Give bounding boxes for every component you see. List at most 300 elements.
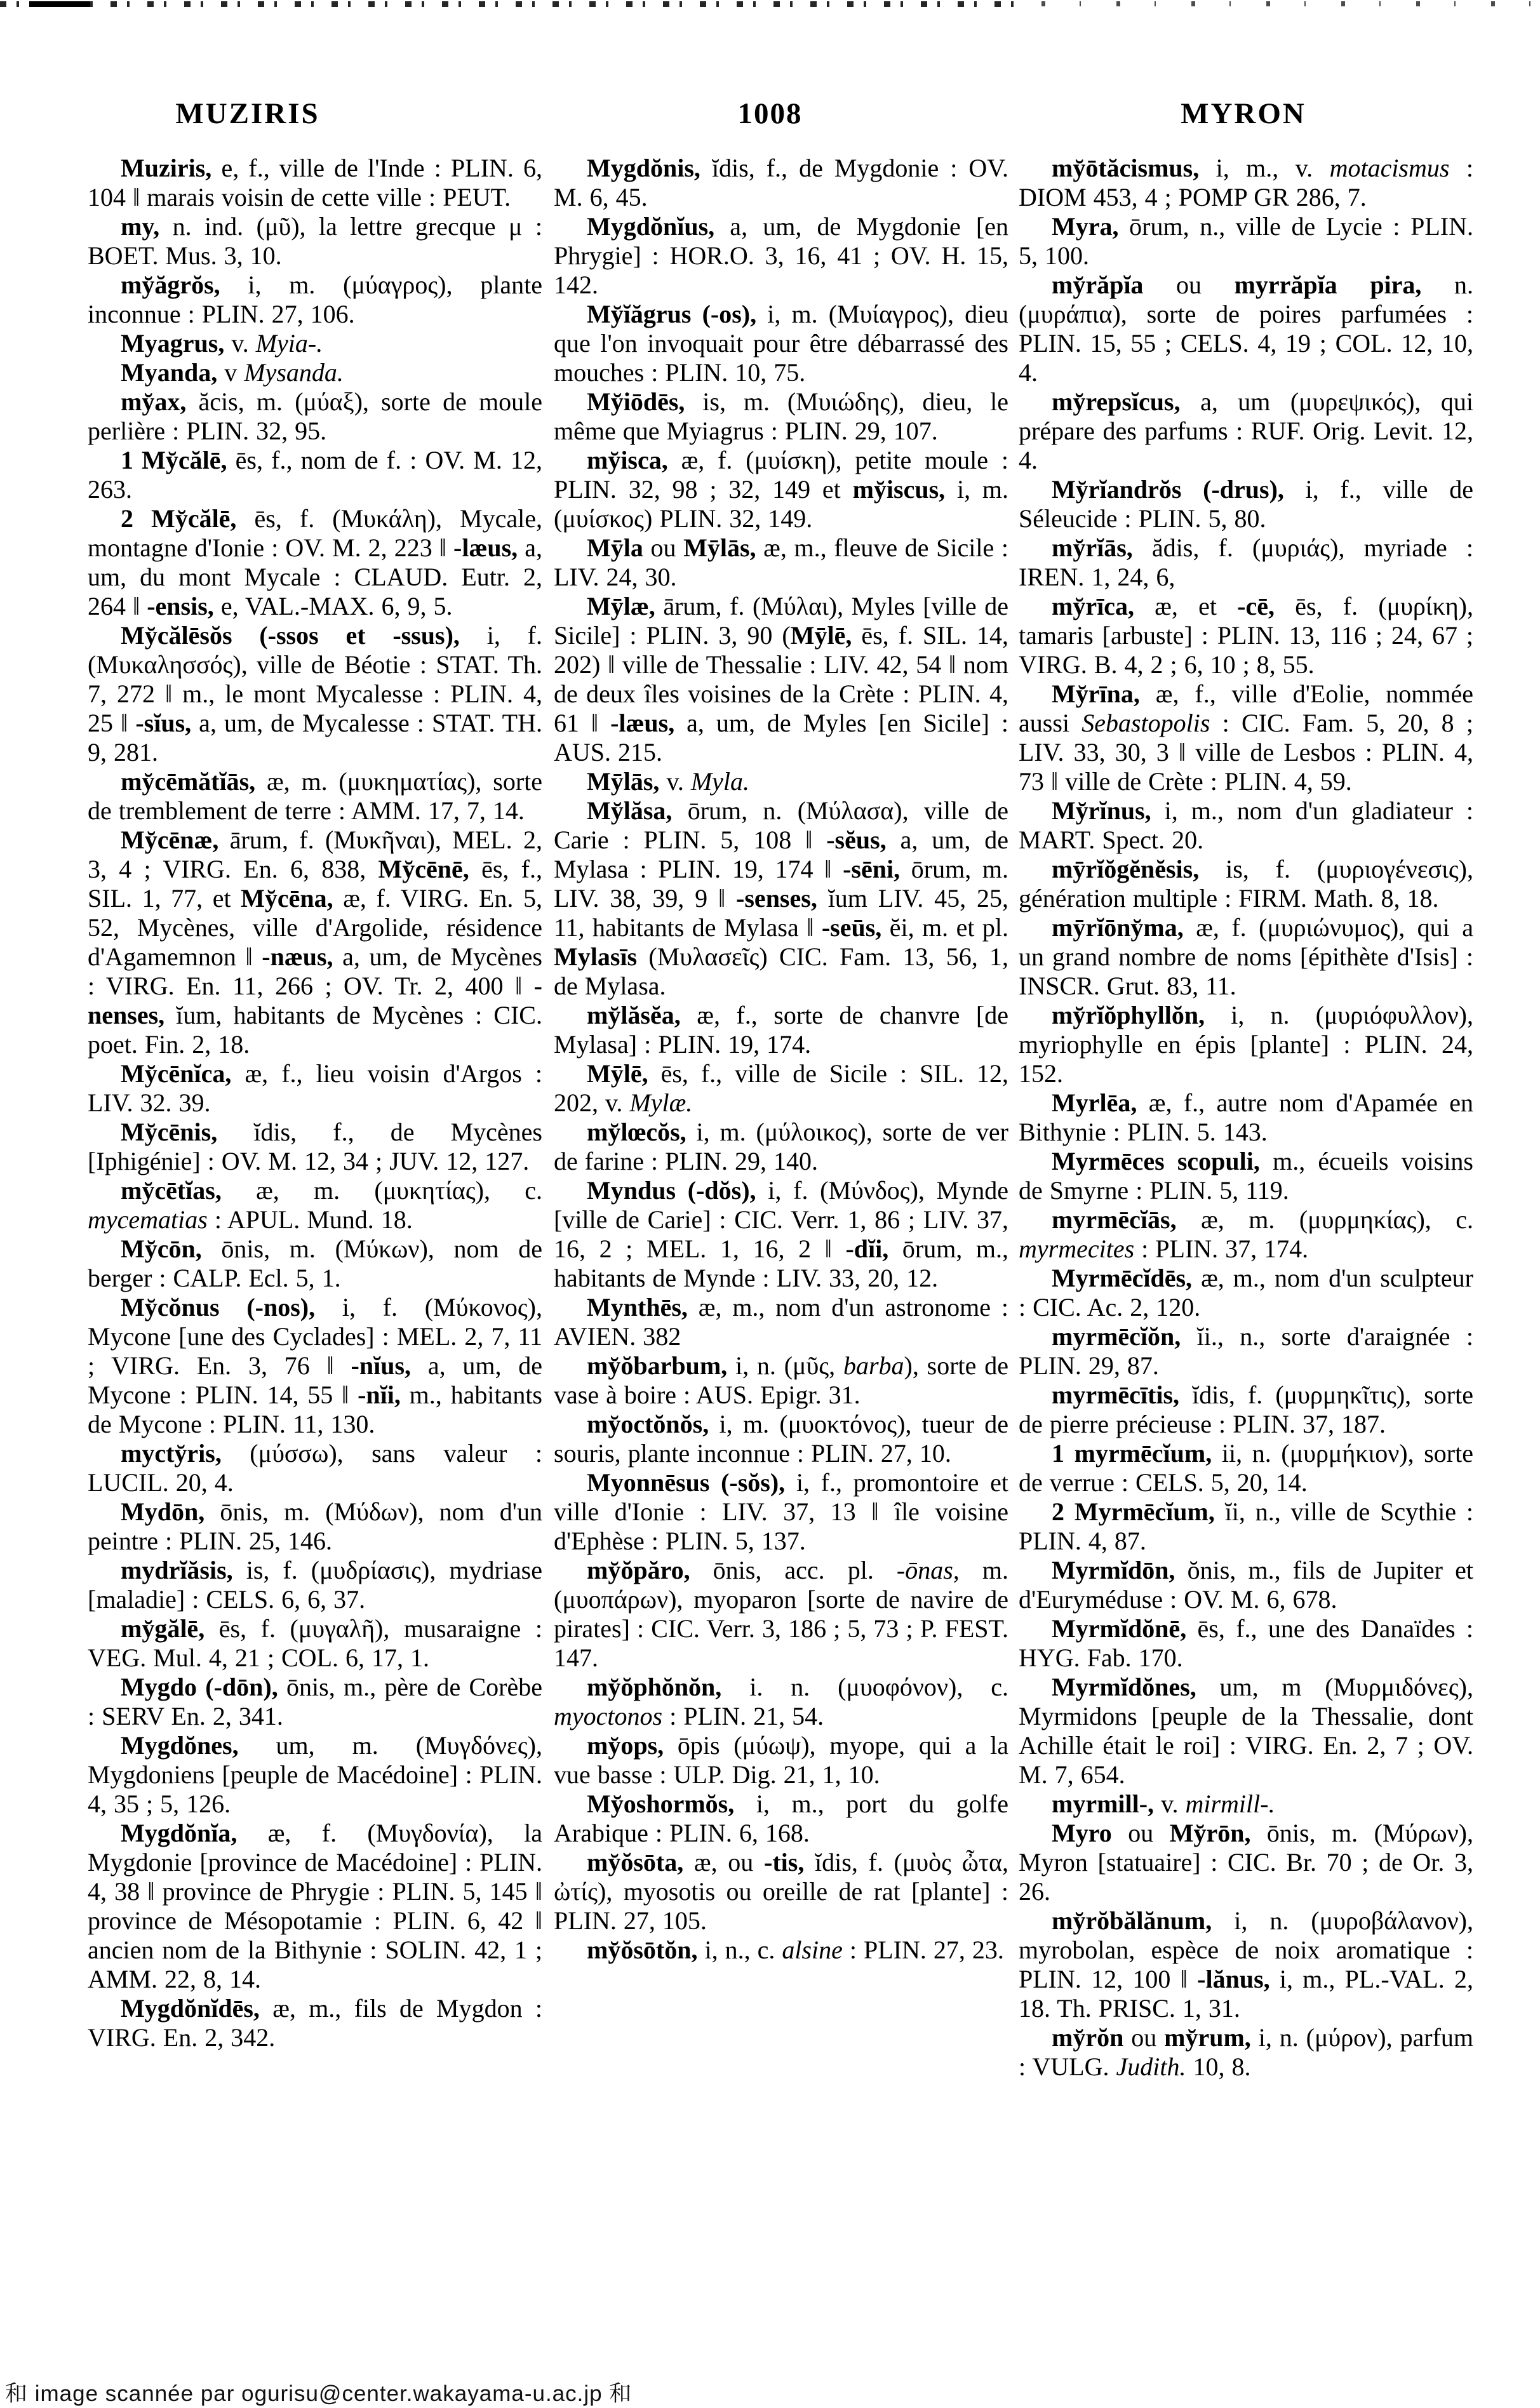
entry-text: æ, f. VIRG. En. 5, 52, Mycènes, ville d'Argolide, résidence d'Agamemnon ‖ <box>88 884 543 971</box>
entry-text: v <box>217 358 244 387</box>
entry-text: a, um (μυρεψικός), qui prépare des parfums : RUF. Orig. Levit. 12, 4. <box>1019 387 1473 474</box>
dictionary-entry <box>554 1731 1008 1789</box>
entry-text: ōrum, n., ville de Lycie : PLIN. 5, 100. <box>1019 212 1473 270</box>
headword: mȳrĭōny̆ma, <box>1052 913 1184 942</box>
headword: mydrĭăsis, <box>121 1556 233 1584</box>
dictionary-entry <box>1019 1439 1473 1497</box>
entry-text: æ, f. (Μυγδονία), la Mygdonie [province de Macédoine] : PLIN. 4, 38 ‖ province de Phrygie : PLIN. 5, 145 ‖ province de Mésopotamie : PLIN. 6, 42 ‖ ancien nom de la Bithynie : SOLIN. 42, 1 ; AMM. 22, 8, 14. <box>88 1819 542 1993</box>
scan-artifact-strip-right <box>1041 1 1537 6</box>
dictionary-entry <box>1019 1819 1473 1906</box>
entry-text: i, m. (Μυίαγρος), dieu que l'on invoquait pour être débarrassé des mouches : PLIN. 10, 75. <box>554 300 1008 387</box>
dictionary-entry <box>88 767 542 826</box>
dictionary-entry <box>1019 1322 1473 1381</box>
entry-text: i, n. (μυριόφυλλον), myriophylle en épis [plante] : PLIN. 24, 152. <box>1019 1001 1473 1088</box>
dictionary-entry <box>88 212 542 271</box>
dictionary-entry <box>1019 1614 1473 1673</box>
entry-text: is, f. (μυριογένεσις), génération multiple : FIRM. Math. 8, 18. <box>1019 855 1473 913</box>
entry-text: ōnis, acc. pl. <box>690 1556 897 1584</box>
dictionary-entry <box>1019 533 1473 592</box>
entry-text: e, f., ville de l'Inde : PLIN. 6, 104 ‖ marais voisin de cette ville : PEUT. <box>88 154 542 211</box>
entry-text: i, m., port du golfe Arabique : PLIN. 6, 168. <box>554 1789 1008 1847</box>
dictionary-entry <box>88 154 542 212</box>
headword: My̆lăsa, <box>587 796 673 825</box>
entry-text: i. n. (μυοφόνον), c. <box>721 1673 1008 1701</box>
entry-text: v. <box>224 329 256 358</box>
entry-text: : PLIN. 27, 23. <box>842 1936 1004 1964</box>
entry-text: ōnis, m. (Μύρων), Myron [statuaire] : CIC. Br. 70 ; de Or. 3, 26. <box>1019 1819 1473 1906</box>
dictionary-entry <box>88 1118 542 1176</box>
entry-text: : APUL. Mund. 18. <box>207 1205 413 1234</box>
headword: My̆rĭnus, <box>1052 796 1151 825</box>
entry-text: æ, m., fils de Mygdon : VIRG. En. 2, 342. <box>88 1994 542 2052</box>
headword: my̆octŏnŏs, <box>587 1410 709 1438</box>
headword: my̆rīca, <box>1052 592 1134 620</box>
entry-text: myoctonos <box>554 1702 663 1730</box>
entry-text: : PLIN. 21, 54. <box>662 1702 824 1730</box>
headword: myrmēcĭŏn, <box>1052 1322 1181 1351</box>
headword: Mygdŏnĭdēs, <box>121 1994 260 2023</box>
headword: my̆ōtăcismus, <box>1052 154 1200 182</box>
headword: -sĭus, <box>135 709 192 737</box>
headword: myrmēcītis, <box>1052 1381 1180 1409</box>
entry-text: Mylæ. <box>629 1088 693 1117</box>
entry-text: æ, f. (μυίσκη), petite moule : PLIN. 32, 98 ; 32, 149 et <box>554 446 1008 504</box>
dictionary-entry <box>88 1293 542 1439</box>
headword: my̆lăsĕa, <box>587 1001 681 1029</box>
dictionary-entry <box>554 446 1008 533</box>
headword: my̆ŏsōta, <box>587 1848 684 1876</box>
dictionary-entry <box>554 1468 1008 1556</box>
entry-text: ĭi, n., ville de Scythie : PLIN. 4, 87. <box>1019 1497 1474 1555</box>
headword: My̆cēnæ, <box>121 826 219 854</box>
dictionary-entry <box>88 1819 542 1994</box>
entry-text: ēs, f. SIL. 14, 202) ‖ ville de Thessalie : LIV. 42, 54 ‖ nom de deux îles voisines de la Crète : PLIN. 4, 61 ‖ <box>554 621 1008 737</box>
entry-text: ĭdis, f. (μυὸς ὦτα, ὠτίς), myosotis ou oreille de rat [plante] : PLIN. 27, 105. <box>554 1848 1008 1935</box>
headword: my̆ăgrŏs, <box>121 271 220 299</box>
entry-text: 10, 8. <box>1186 2052 1251 2081</box>
headword: Mȳla <box>587 533 643 562</box>
dictionary-entry <box>1019 1556 1473 1614</box>
entry-text: ăcis, m. (μύαξ), sorte de moule perlière : PLIN. 32, 95. <box>88 387 542 445</box>
dictionary-entry <box>554 1848 1008 1936</box>
entry-text: Sebastopolis <box>1081 709 1210 737</box>
running-head <box>0 97 1540 141</box>
dictionary-entry <box>1019 796 1473 855</box>
entry-text: i, f., ville de Séleucide : PLIN. 5, 80. <box>1019 475 1474 533</box>
dictionary-entry <box>554 1673 1008 1731</box>
entry-text: æ, f., sorte de chanvre [de Mylasa] : PLIN. 19, 174. <box>554 1001 1008 1059</box>
headword: -nĭus, <box>351 1351 412 1380</box>
entry-text: i, m. (μύλοικος), sorte de ver de farine : PLIN. 29, 140. <box>554 1118 1008 1175</box>
entry-text: ii, n. (μυρμήκιον), sorte de verrue : CELS. 5, 20, 14. <box>1019 1439 1473 1497</box>
dictionary-entry <box>554 1001 1008 1059</box>
headword: my̆răpĭa <box>1052 271 1144 299</box>
entry-text: æ, f., ville d'Eolie, nommée aussi <box>1019 679 1473 737</box>
headword: -seūs, <box>821 913 882 942</box>
headword: 2 Myrmēcĭum, <box>1052 1497 1215 1526</box>
headword: mȳrĭŏgĕnĕsis, <box>1052 855 1200 883</box>
headword: Myrmĭdŏnes, <box>1052 1673 1196 1701</box>
headword: -næus, <box>262 942 333 971</box>
headword: My̆rōn, <box>1169 1819 1251 1847</box>
headword: -læus, <box>610 709 675 737</box>
entry-text: ēs, f., nom de f. : OV. M. 12, 263. <box>88 446 543 504</box>
dictionary-entry <box>554 154 1008 212</box>
dictionary-entry <box>88 329 542 358</box>
entry-text: ĭum, habitants de Mycènes : CIC. poet. Fin. 2, 18. <box>88 1001 542 1059</box>
entry-text: ārum, f. (Μυκῆναι), MEL. 2, 3, 4 ; VIRG. En. 6, 838, <box>88 826 542 883</box>
headword: My̆ĭăgrus (-os), <box>587 300 757 328</box>
entry-text: alsine <box>782 1936 843 1964</box>
entry-text: ōnis, m., père de Corèbe : SERV En. 2, 341. <box>88 1673 542 1730</box>
headword: Mȳlē, <box>587 1059 648 1088</box>
headword: Myanda, <box>121 358 218 387</box>
headword: my̆rum, <box>1164 2023 1251 2052</box>
dictionary-entry <box>554 1351 1008 1410</box>
headword: My̆cōn, <box>121 1234 202 1263</box>
scan-artifact-bar <box>29 1 90 7</box>
headword: 1 My̆călē, <box>121 446 227 474</box>
headword: Mynthēs, <box>587 1293 688 1321</box>
entry-text: i, m., v. <box>1199 154 1330 182</box>
dictionary-entry <box>554 533 1008 592</box>
entry-text: ŏnis, m., fils de Jupiter et d'Euryméduse : OV. M. 6, 678. <box>1019 1556 1473 1614</box>
dictionary-entry <box>554 796 1008 1001</box>
headword: My̆cēnĭca, <box>121 1059 232 1088</box>
headword: My̆cēnis, <box>121 1118 218 1146</box>
headword: Mygdŏnis, <box>587 154 700 182</box>
headword: Mȳlās, <box>587 767 660 796</box>
entry-text: æ, m., nom d'un astronome : AVIEN. 382 <box>554 1293 1008 1351</box>
headword: My̆cŏnus (-nos), <box>121 1293 316 1321</box>
entry-text: ĕi, m. et pl. <box>881 913 1008 942</box>
entry-text: ārum, f. (Μύλαι), Myles [ville de Sicile] : PLIN. 3, 90 ( <box>554 592 1008 650</box>
entry-text: i, n. (μυροβάλανον), myrobolan, espèce de noix aromatique : PLIN. 12, 100 ‖ <box>1019 1906 1473 1993</box>
headword: My̆călēsŏs (-ssos et -ssus), <box>121 621 460 650</box>
dictionary-entry <box>88 1731 542 1819</box>
entry-text: m. (μυοπάρων), myoparon [sorte de navire de pirates] : CIC. Verr. 3, 186 ; 5, 73 ; P. FEST. 147. <box>554 1556 1008 1672</box>
entry-text: ou <box>1123 2023 1165 2052</box>
dictionary-entry <box>88 504 542 621</box>
entry-text: æ, f., lieu voisin d'Argos : LIV. 32. 39. <box>88 1059 542 1117</box>
dictionary-entry <box>88 1994 542 2052</box>
dictionary-entry <box>1019 913 1473 1001</box>
headword: mycty̆ris, <box>121 1439 222 1468</box>
headword: Mygdŏnes, <box>121 1731 239 1760</box>
dictionary-entry <box>1019 592 1473 679</box>
entry-text: v. <box>1154 1789 1186 1818</box>
headword: my̆ŏpăro, <box>587 1556 690 1584</box>
entry-text: æ, m., nom d'un sculpteur : CIC. Ac. 2, 120. <box>1019 1264 1473 1321</box>
headword: -dĭi, <box>845 1234 889 1263</box>
entry-text: is, f. (μυδρίασις), mydriase [maladie] : CELS. 6, 6, 37. <box>88 1556 542 1614</box>
page-number: 1008 <box>737 97 803 130</box>
headword: -senses, <box>736 884 817 913</box>
headword: Mygdo (-dōn), <box>121 1673 278 1701</box>
entry-text: i, m., PL.-VAL. 2, 18. Th. PRISC. 1, 31. <box>1019 1965 1473 2023</box>
dictionary-entry <box>88 1614 542 1673</box>
headword: my̆isca, <box>587 446 668 474</box>
headword: -tis, <box>764 1848 805 1876</box>
dictionary-entry <box>1019 271 1473 387</box>
dictionary-entry <box>88 1059 542 1118</box>
entry-text: a, um, de Mylasa : PLIN. 19, 174 ‖ <box>554 826 1008 883</box>
entry-text: ōpis (μύωψ), myope, qui a la vue basse : ULP. Dig. 21, 1, 10. <box>554 1731 1008 1789</box>
dictionary-entry <box>1019 1088 1473 1147</box>
headword: my̆gălē, <box>121 1614 205 1643</box>
headword: my, <box>121 212 160 241</box>
headword: Myrmēces scopuli, <box>1052 1147 1260 1175</box>
entry-text: ōrum, m. LIV. 38, 39, 9 ‖ <box>554 855 1009 913</box>
headword: Mȳlē, <box>790 621 852 650</box>
entry-text: æ, m. (μυρμηκίας), c. <box>1176 1205 1473 1234</box>
entry-text: æ, m. (μυκητίας), c. <box>221 1176 542 1205</box>
dictionary-entry <box>1019 475 1473 533</box>
headword: Mȳlās, <box>683 533 756 562</box>
entry-text: mirmill-. <box>1185 1789 1275 1818</box>
entry-text: a, um, de Mygdonie [en Phrygie] : HOR.O. 3, 16, 41 ; OV. H. 15, 142. <box>554 212 1008 299</box>
entry-text: e, VAL.-MAX. 6, 9, 5. <box>213 592 453 620</box>
entry-text: i, n. (μύρον), parfum : VULG. <box>1019 2023 1474 2081</box>
dictionary-entry <box>1019 679 1473 796</box>
headword: Muziris, <box>121 154 212 182</box>
entry-text: ou <box>1111 1819 1170 1847</box>
headword: myrmill-, <box>1052 1789 1155 1818</box>
entry-text: ou <box>643 533 684 562</box>
entry-text: æ, m. (μυκηματίας), sorte de tremblement de terre : AMM. 17, 7, 14. <box>88 767 542 825</box>
entry-text: Myla. <box>690 767 750 796</box>
entry-text: ēs, f., ville de Sicile : SIL. 12, 202, v. <box>554 1059 1008 1117</box>
entry-text: a, um, de Mycalesse : STAT. TH. 9, 281. <box>88 709 542 766</box>
entry-text: ĭdis, f. (μυρμηκῖτις), sorte de pierre précieuse : PLIN. 37, 187. <box>1019 1381 1473 1438</box>
entry-text: Mysanda. <box>244 358 344 387</box>
entry-text: æ, ou <box>683 1848 764 1876</box>
dictionary-entry <box>88 826 542 1059</box>
entry-text: a, um, de Mycone : PLIN. 14, 55 ‖ <box>88 1351 543 1409</box>
dictionary-entry <box>88 1234 542 1293</box>
dictionary-entry <box>1019 212 1473 271</box>
dictionary-entry <box>88 1176 542 1234</box>
dictionary-entry <box>1019 1381 1473 1439</box>
entry-text: a, um, de Mycènes : VIRG. En. 11, 266 ; OV. Tr. 2, 400 ‖ <box>88 942 542 1000</box>
entry-text: : PLIN. 37, 174. <box>1134 1234 1309 1263</box>
entry-text: ĭdis, f., de Mygdonie : OV. M. 6, 45. <box>554 154 1008 211</box>
catchword-right: MYRON <box>1181 97 1306 130</box>
entry-text: ōnis, m. (Μύκων), nom de berger : CALP. Ecl. 5, 1. <box>88 1234 542 1292</box>
entry-text: ēs, f. (μυρίκη), tamaris [arbuste] : PLIN. 13, 116 ; 24, 67 ; VIRG. B. 4, 2 ; 6, 10 ; 8, 55. <box>1019 592 1473 679</box>
entry-text: i, f., promontoire et ville d'Ionie : LIV. 37, 13 ‖ île voisine d'Ephèse : PLIN. 5, 137. <box>554 1468 1008 1555</box>
headword: -lănus, <box>1197 1965 1270 1993</box>
entry-text: ĭi., n., sorte d'araignée : PLIN. 29, 87. <box>1019 1322 1473 1380</box>
headword: Myonnēsus (-sŏs), <box>587 1468 786 1497</box>
dictionary-entry <box>88 1439 542 1497</box>
headword: My̆cēnē, <box>378 855 469 883</box>
headword: Mygdŏnĭus, <box>587 212 715 241</box>
dictionary-entry <box>88 621 542 767</box>
dictionary-entry <box>554 1410 1008 1468</box>
dictionary-entry <box>554 387 1008 446</box>
entry-text: ēs, f. (Μυκάλη), Mycale, montagne d'Ionie : OV. M. 2, 223 ‖ <box>88 504 542 562</box>
headword: -sēni, <box>843 855 901 883</box>
entry-text: n. ind. (μῦ), la lettre grecque μ : BOET. Mus. 3, 10. <box>88 212 542 270</box>
headword: Myro <box>1052 1819 1112 1847</box>
headword: Mȳlæ, <box>587 592 655 620</box>
entry-text: (Μυλασεῖς) CIC. Fam. 13, 56, 1, de Mylasa. <box>554 942 1008 1000</box>
headword: -ensis, <box>147 592 214 620</box>
dictionary-entry <box>88 446 542 504</box>
headword: My̆oshormŏs, <box>587 1789 735 1818</box>
headword: my̆cētĭas, <box>121 1176 222 1205</box>
entry-text: is, m. (Μυιώδης), dieu, le même que Myiagrus : PLIN. 29, 107. <box>554 387 1008 445</box>
headword: -nenses, <box>88 972 542 1029</box>
headword: my̆ŏphŏnŏn, <box>587 1673 722 1701</box>
dictionary-entry <box>554 1936 1008 1965</box>
scan-artifact-strip <box>0 1 1029 7</box>
entry-text: ēs, f. (μυγαλῆ), musaraigne : VEG. Mul. 4, 21 ; COL. 6, 17, 1. <box>88 1614 542 1672</box>
entry-text: um, m (Μυρμιδόνες), Myrmidons [peuple de la Thessalie, dont Achille était le roi] : VIRG. En. 2, 7 ; OV. M. 7, 654. <box>1019 1673 1473 1789</box>
entry-text: a, um, du mont Mycale : CLAUD. Eutr. 2, 264 ‖ <box>88 533 542 620</box>
entry-text: v. <box>659 767 691 796</box>
dictionary-entry <box>554 1059 1008 1118</box>
entry-text: ōrum, n. (Μύλασα), ville de Carie : PLIN. 5, 108 ‖ <box>554 796 1008 854</box>
entry-text: ou <box>1143 271 1235 299</box>
dictionary-entry <box>88 271 542 329</box>
entry-text: ōnis, m. (Μύδων), nom d'un peintre : PLIN. 25, 146. <box>88 1497 542 1555</box>
headword: -cē, <box>1237 592 1275 620</box>
dictionary-entry <box>554 300 1008 387</box>
entry-text: i, n. (μῦς, <box>727 1351 843 1380</box>
dictionary-entry <box>1019 1497 1473 1556</box>
headword: -nĭi, <box>358 1381 401 1409</box>
entry-text: æ, f. (μυριώνυμος), qui a un grand nombre de noms [épithète d'Isis] : INSCR. Grut. 83, 11. <box>1019 913 1473 1000</box>
headword: my̆lœcŏs, <box>587 1118 686 1146</box>
dictionary-entry <box>88 387 542 446</box>
entry-text: ădis, f. (μυριάς), myriade : IREN. 1, 24, 6, <box>1019 533 1473 591</box>
dictionary-entry <box>1019 1147 1473 1205</box>
entry-text: ), sorte de vase à boire : AUS. Epigr. 31. <box>554 1351 1008 1409</box>
headword: my̆ops, <box>587 1731 664 1760</box>
entry-text: Myia-. <box>255 329 323 358</box>
headword: my̆ŏsōtŏn, <box>587 1936 698 1964</box>
dictionary-entry <box>554 592 1008 767</box>
headword: My̆rĭandrŏs (-drus), <box>1052 475 1284 504</box>
entry-text: æ, m., fleuve de Sicile : LIV. 24, 30. <box>554 533 1008 591</box>
entry-text: a, um, de Myles [en Sicile] : AUS. 215. <box>554 709 1008 766</box>
dictionary-entry <box>554 767 1008 796</box>
dictionary-entry <box>88 1673 542 1731</box>
headword: my̆ax, <box>121 387 187 416</box>
headword: Myrlēa, <box>1052 1088 1137 1117</box>
headword: My̆rīna, <box>1052 679 1140 708</box>
dictionary-entry <box>554 1556 1008 1673</box>
catchword-left: MUZIRIS <box>175 97 320 130</box>
entry-text: : DIOM 453, 4 ; POMP GR 286, 7. <box>1019 154 1473 211</box>
headword: my̆repsĭcus, <box>1052 387 1181 416</box>
dictionary-entry <box>554 1176 1008 1293</box>
entry-text: motacismus <box>1329 154 1450 182</box>
headword: Mylasīs <box>554 942 638 971</box>
dictionary-entry <box>554 1118 1008 1176</box>
entry-text: ĭum LIV. 45, 25, 11, habitants de Mylasa ‖ <box>554 884 1008 942</box>
dictionary-entry <box>1019 2023 1473 2082</box>
headword: 2 My̆călē, <box>121 504 237 533</box>
entry-text: i, f. (Μυκαλησσός), ville de Béotie : STAT. Th. 7, 272 ‖ m., le mont Mycalesse : PLIN. 4, 25 ‖ <box>88 621 542 737</box>
dictionary-entry <box>1019 1906 1473 2023</box>
dictionary-column-center <box>554 154 1008 1965</box>
headword: myrrăpĭa pira, <box>1234 271 1422 299</box>
scan-credit: 和 image scannée par ogurisu@center.wakayama-u.ac.jp 和 <box>5 2381 633 2406</box>
headword: my̆rŏn <box>1052 2023 1124 2052</box>
headword: my̆rŏbălănum, <box>1052 1906 1212 1935</box>
headword: My̆cēna, <box>241 884 333 913</box>
headword: Mygdŏnĭa, <box>121 1819 238 1847</box>
entry-text: : CIC. Fam. 5, 20, 8 ; LIV. 33, 30, 3 ‖ ville de Lesbos : PLIN. 4, 73 ‖ ville de Crète : PLIN. 4, 59. <box>1019 709 1473 796</box>
entry-text: barba <box>843 1351 904 1380</box>
dictionary-entry <box>1019 855 1473 913</box>
dictionary-entry <box>1019 387 1473 475</box>
entry-text: i, f. (Μύκονος), Mycone [une des Cyclades] : MEL. 2, 7, 11 ; VIRG. En. 3, 76 ‖ <box>88 1293 542 1380</box>
entry-text: i, n., c. <box>697 1936 782 1964</box>
headword: Myrmĭdōn, <box>1052 1556 1175 1584</box>
entry-text: ōrum, m., habitants de Mynde : LIV. 33, 20, 12. <box>554 1234 1009 1292</box>
dictionary-entry <box>88 358 542 387</box>
dictionary-entry <box>1019 1264 1473 1322</box>
headword: myrmēcĭās, <box>1052 1205 1177 1234</box>
headword: Myndus (-dŏs), <box>587 1176 756 1205</box>
entry-text: m., habitants de Mycone : PLIN. 11, 130. <box>88 1381 542 1438</box>
entry-text: mycematias <box>88 1205 208 1234</box>
headword: My̆iōdēs, <box>587 387 685 416</box>
entry-text: um, m. (Μυγδόνες), Mygdoniens [peuple de Macédoine] : PLIN. 4, 35 ; 5, 126. <box>88 1731 542 1818</box>
headword: -sĕus, <box>826 826 887 854</box>
headword: my̆rĭās, <box>1052 533 1133 562</box>
headword: Myrmēcĭdēs, <box>1052 1264 1193 1292</box>
entry-text: i, m. (μύαγρος), plante inconnue : PLIN. 27, 106. <box>88 271 542 328</box>
entry-text: i, f. (Μύνδος), Mynde [ville de Carie] : CIC. Verr. 1, 86 ; LIV. 37, 16, 2 ; MEL. 1, 16, 2 ‖ <box>554 1176 1008 1263</box>
entry-text: Judith. <box>1116 2052 1186 2081</box>
entry-text: i, m. (μυίσκος) PLIN. 32, 149. <box>554 475 1008 533</box>
entry-text: æ, et <box>1134 592 1238 620</box>
headword: my̆ŏbarbum, <box>587 1351 728 1380</box>
dictionary-entry <box>1019 1789 1473 1819</box>
dictionary-entry <box>1019 1001 1473 1088</box>
entry-text: ēs, f., SIL. 1, 77, et <box>88 855 542 913</box>
headword: my̆iscus, <box>852 475 946 504</box>
headword: my̆cēmătĭās, <box>121 767 256 796</box>
headword: 1 myrmēcĭum, <box>1052 1439 1212 1468</box>
headword: Myagrus, <box>121 329 225 358</box>
entry-text: (μύσσω), sans valeur : LUCIL. 20, 4. <box>88 1439 542 1497</box>
entry-text: n. (μυράπια), sorte de poires parfumées : PLIN. 15, 55 ; CELS. 4, 19 ; COL. 12, 10, 4. <box>1019 271 1473 387</box>
dictionary-entry <box>554 212 1008 300</box>
headword: Mydōn, <box>121 1497 205 1526</box>
entry-text: i, m. (μυοκτόνος), tueur de souris, plante inconnue : PLIN. 27, 10. <box>554 1410 1008 1468</box>
dictionary-column-left <box>88 154 542 2052</box>
dictionary-entry <box>554 1293 1008 1351</box>
headword: Myrmĭdŏnē, <box>1052 1614 1187 1643</box>
entry-text: æ, f., autre nom d'Apamée en Bithynie : PLIN. 5. 143. <box>1019 1088 1473 1146</box>
dictionary-entry <box>1019 1205 1473 1264</box>
entry-text: myrmecites <box>1019 1234 1135 1263</box>
dictionary-entry <box>1019 154 1473 212</box>
dictionary-column-right <box>1019 154 1473 2082</box>
entry-text: -ōnas, <box>896 1556 960 1584</box>
entry-text: ēs, f., une des Danaïdes : HYG. Fab. 170. <box>1019 1614 1473 1672</box>
entry-text: ĭdis, f., de Mycènes [Iphigénie] : OV. M. 12, 34 ; JUV. 12, 127. <box>88 1118 542 1175</box>
dictionary-entry <box>1019 1673 1473 1789</box>
dictionary-entry <box>88 1556 542 1614</box>
entry-text: i, m., nom d'un gladiateur : MART. Spect. 20. <box>1019 796 1473 854</box>
